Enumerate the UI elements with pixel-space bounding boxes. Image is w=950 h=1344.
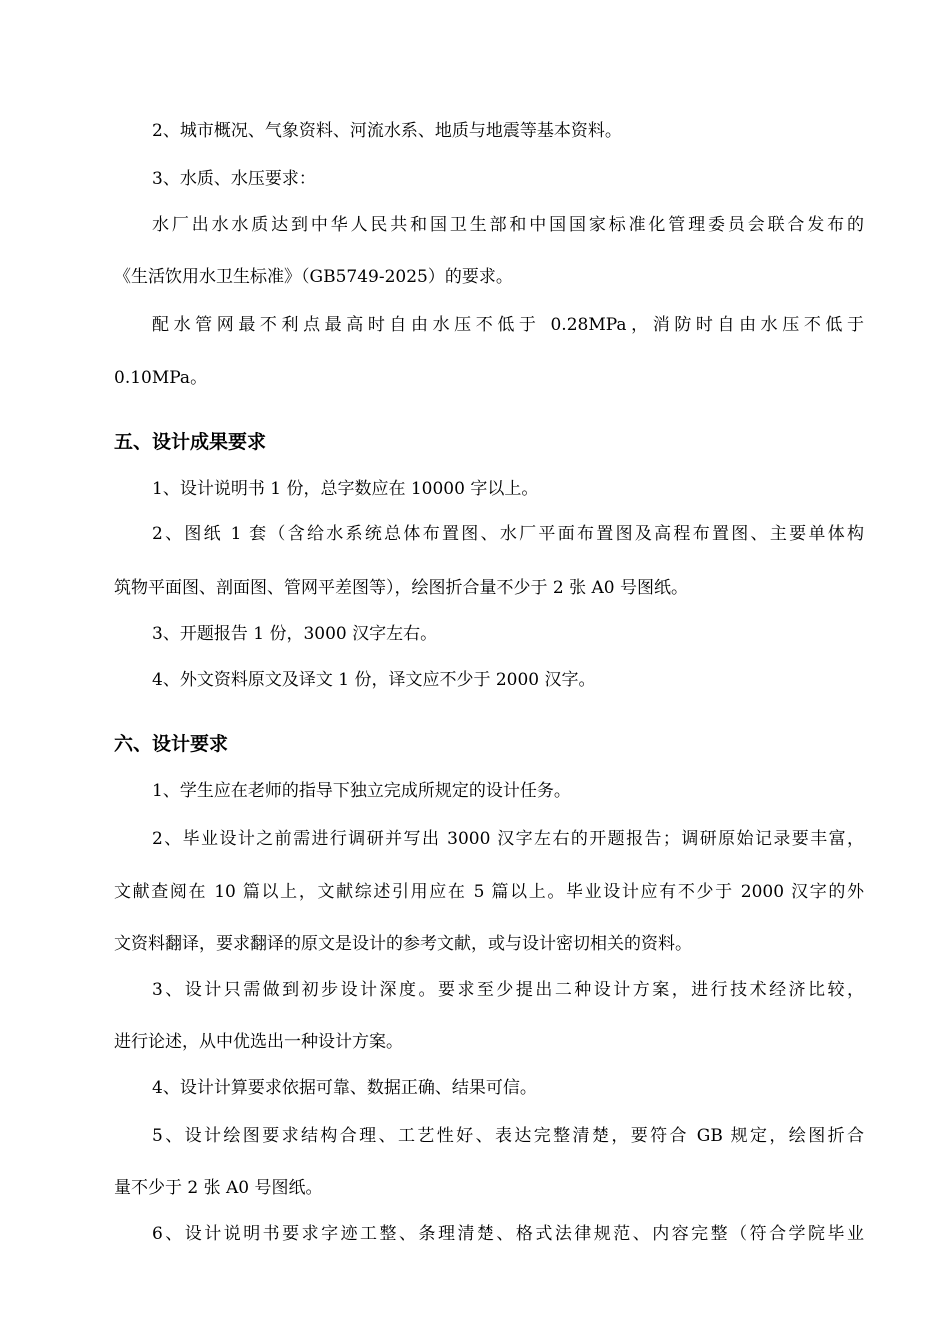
paragraph-water-quality-line1: 水厂出水水质达到中华人民共和国卫生部和中国国家标准化管理委员会联合发布的 [152, 215, 864, 235]
list-item-research-line2: 文献查阅在 10 篇以上，文献综述引用应在 5 篇以上。毕业设计应有不少于 2000 汉字的外 [114, 882, 864, 902]
paragraph-water-quality-line2: 《生活饮用水卫生标准》（GB5749-2025）的要求。 [114, 267, 513, 287]
paragraph-basic-data: 2、城市概况、气象资料、河流水系、地质与地震等基本资料。 [152, 121, 622, 141]
list-item-manual-format-line1: 6、设计说明书要求字迹工整、条理清楚、格式法律规范、内容完整（符合学院毕业 [152, 1224, 864, 1244]
list-item-design-depth-line1: 3、设计只需做到初步设计深度。要求至少提出二种设计方案，进行技术经济比较， [152, 980, 864, 1000]
list-item-drawings-line1: 2、图纸 1 套（含给水系统总体布置图、水厂平面布置图及高程布置图、主要单体构 [152, 524, 864, 544]
list-item-drawing-line2: 量不少于 2 张 A0 号图纸。 [114, 1178, 323, 1198]
list-item-independent-work: 1、学生应在老师的指导下独立完成所规定的设计任务。 [152, 781, 571, 801]
paragraph-water-pressure-line2: 0.10MPa。 [114, 368, 208, 388]
list-item-foreign-translation: 4、外文资料原文及译文 1 份，译文应不少于 2000 汉字。 [152, 670, 596, 690]
list-item-calculation: 4、设计计算要求依据可靠、数据正确、结果可信。 [152, 1078, 537, 1098]
section-heading-design-requirements: 六、设计要求 [114, 733, 229, 755]
list-item-drawings-line2: 筑物平面图、剖面图、管网平差图等），绘图折合量不少于 2 张 A0 号图纸。 [114, 578, 689, 598]
list-item-design-manual: 1、设计说明书 1 份，总字数应在 10000 字以上。 [152, 479, 539, 499]
list-item-proposal-report: 3、开题报告 1 份，3000 汉字左右。 [152, 624, 438, 644]
list-item-design-depth-line2: 进行论述，从中优选出一种设计方案。 [114, 1032, 403, 1052]
list-item-drawing-line1: 5、设计绘图要求结构合理、工艺性好、表达完整清楚，要符合 GB 规定，绘图折合 [152, 1126, 864, 1146]
list-item-research-line1: 2、毕业设计之前需进行调研并写出 3000 汉字左右的开题报告；调研原始记录要丰富， [152, 829, 864, 849]
paragraph-water-pressure-line1: 配水管网最不利点最高时自由水压不低于 0.28MPa，消防时自由水压不低于 [152, 315, 864, 335]
section-heading-design-deliverables: 五、设计成果要求 [114, 431, 267, 453]
list-item-research-line3: 文资料翻译，要求翻译的原文是设计的参考文献，或与设计密切相关的资料。 [114, 934, 692, 954]
paragraph-water-requirements: 3、水质、水压要求： [152, 169, 316, 189]
